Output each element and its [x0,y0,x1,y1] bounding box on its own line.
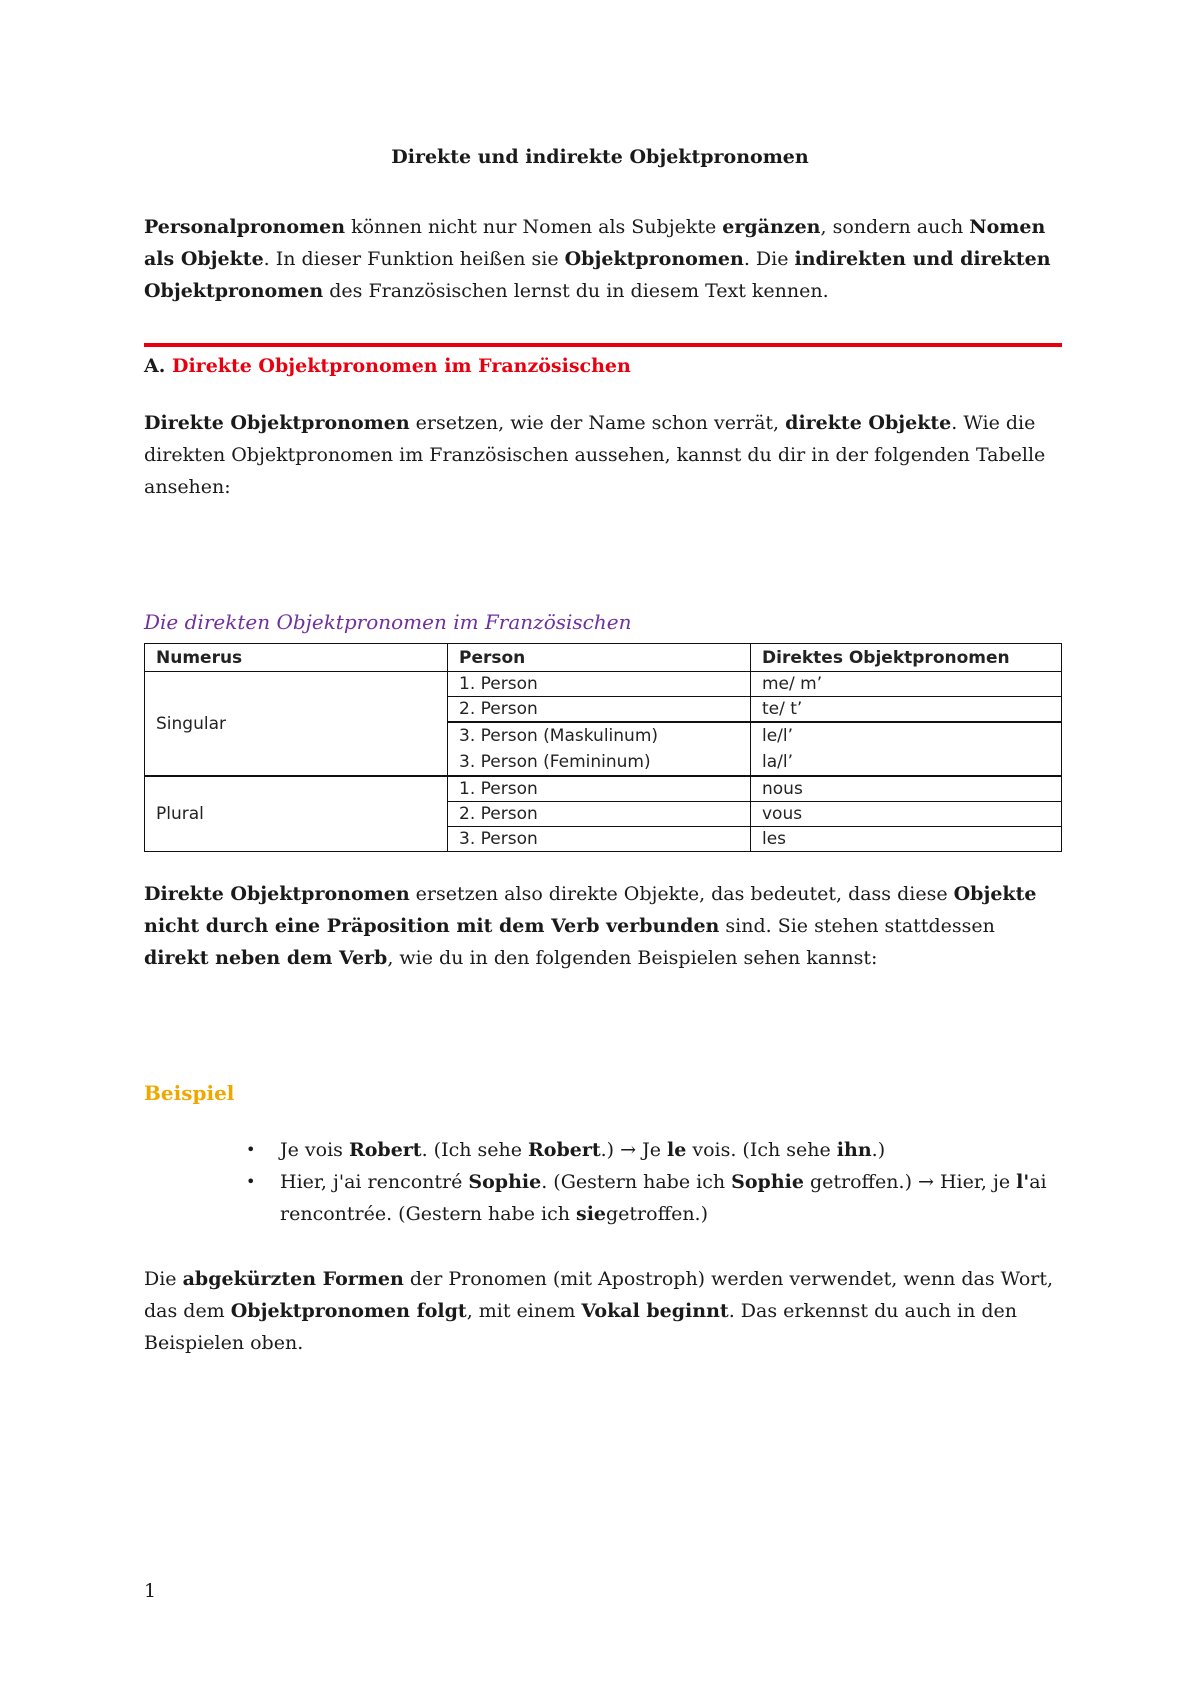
example-text: . (Gestern habe ich [541,1171,732,1193]
example-text: . (Ich sehe [421,1139,529,1161]
person-cell: 3. Person [448,827,751,852]
example-text: ai rencontrée. (Gestern habe ich [280,1171,1047,1225]
para-bold: Vokal beginnt [581,1300,729,1322]
pronoun-cell: les [751,827,1062,852]
para-text: . Wie die direkten Objektpronomen im Französischen aussehen, kannst du dir in der folgenden Tabelle ansehen: [144,412,1046,498]
header-numerus: Numerus [145,644,448,672]
example-bold: l' [1016,1171,1030,1193]
para-text: der Pronomen (mit Apostroph) werden verwendet, wenn das Wort, das dem [144,1268,1054,1322]
para-bold: Objektpronomen folgt [230,1300,467,1322]
intro-text: , sondern auch [820,216,970,238]
pronoun-cell: te/ t’ [751,697,1062,723]
example-text: getroffen.) → Hier, je [803,1171,1017,1193]
para-bold: Direkte Objektpronomen [144,412,410,434]
para-text: sind. Sie stehen stattdessen [719,915,995,937]
list-item [246,1166,1060,1230]
bullet-icon: • [246,1140,256,1159]
abbreviation-paragraph [144,1263,1064,1359]
header-pronoun: Direktes Objektpronomen [751,644,1062,672]
person-cell: 3. Person (Maskulinum) [459,726,659,746]
example-text: .) [871,1139,886,1161]
header-person: Person [448,644,751,672]
example-bold: Sophie [731,1171,804,1193]
para-text: , mit einem [466,1300,582,1322]
intro-bold: ergänzen [722,216,821,238]
example-text: getroffen.) [606,1203,709,1225]
intro-text: können nicht nur Nomen als Subjekte [345,216,723,238]
intro-bold: Objektpronomen [564,248,744,270]
intro-text: . In dieser Funktion heißen sie [263,248,565,270]
para-text: , wie du in den folgenden Beispielen sehen kannst: [387,947,878,969]
list-item [246,1134,1060,1166]
table-row [145,776,1062,802]
table-caption: Die direkten Objektpronomen im Französischen [144,610,632,634]
table-header-row [145,644,1062,672]
bullet-icon: • [246,1172,256,1191]
pronoun-cell-stack [751,722,1062,776]
pronoun-cell: la/l’ [762,752,793,772]
explanation-paragraph [144,878,1064,974]
example-bold: Sophie [468,1171,542,1193]
person-cell: 3. Person (Femininum) [459,752,651,772]
para-bold: direkt neben dem Verb [144,947,388,969]
pronoun-cell: me/ m’ [751,672,1062,697]
example-bold: Robert [528,1139,601,1161]
intro-bold: Nomen als Objekte [144,216,1046,270]
section-a-heading [144,352,631,380]
person-cell-stack [448,722,751,776]
example-text: .) → Je [600,1139,667,1161]
document-title: Direkte und indirekte Objektpronomen [391,146,809,168]
para-bold: Direkte Objektpronomen [144,883,410,905]
para-text: ersetzen also direkte Objekte, das bedeutet, dass diese [409,883,954,905]
example-bold: le [667,1139,687,1161]
section-divider [144,343,1062,347]
person-cell: 1. Person [448,672,751,697]
example-list [246,1134,1060,1230]
person-cell: 1. Person [448,776,751,802]
intro-bold: Personalpronomen [144,216,346,238]
para-text: . Das erkennst du auch in den Beispielen oben. [144,1300,1018,1354]
example-bold: ihn [836,1139,872,1161]
section-letter: A. [144,355,166,377]
section-title: Direkte Objektpronomen im Französischen [171,355,631,377]
example-text: vois. (Ich sehe [686,1139,837,1161]
para-text: ersetzen, wie der Name schon verrät, [409,412,786,434]
example-text: Je vois [280,1139,349,1161]
pronoun-cell: vous [751,802,1062,827]
example-bold: sie [576,1203,607,1225]
page-number: 1 [144,1580,157,1602]
intro-text: . Die [743,248,795,270]
pronoun-cell: le/l’ [762,726,794,746]
intro-text: des Französischen lernst du in diesem Text kennen. [323,280,829,302]
intro-bold: indirekten und direkten Objektpronomen [144,248,1051,302]
table-row [145,672,1062,697]
person-cell: 2. Person [448,802,751,827]
person-cell: 2. Person [448,697,751,723]
section-a-paragraph [144,407,1064,503]
numerus-singular: Singular [145,672,448,777]
intro-paragraph [144,211,1064,307]
example-bold: Robert [348,1139,422,1161]
pronoun-cell: nous [751,776,1062,802]
example-text: Hier, j'ai rencontré [280,1171,469,1193]
example-heading: Beispiel [144,1081,235,1105]
numerus-plural: Plural [145,776,448,852]
pronoun-table [144,643,1062,852]
para-bold: direkte Objekte [785,412,952,434]
para-text: Die [144,1268,183,1290]
para-bold: abgekürzten Formen [182,1268,404,1290]
para-bold: Objekte nicht durch eine Präposition mit dem Verb verbunden [144,883,1037,937]
